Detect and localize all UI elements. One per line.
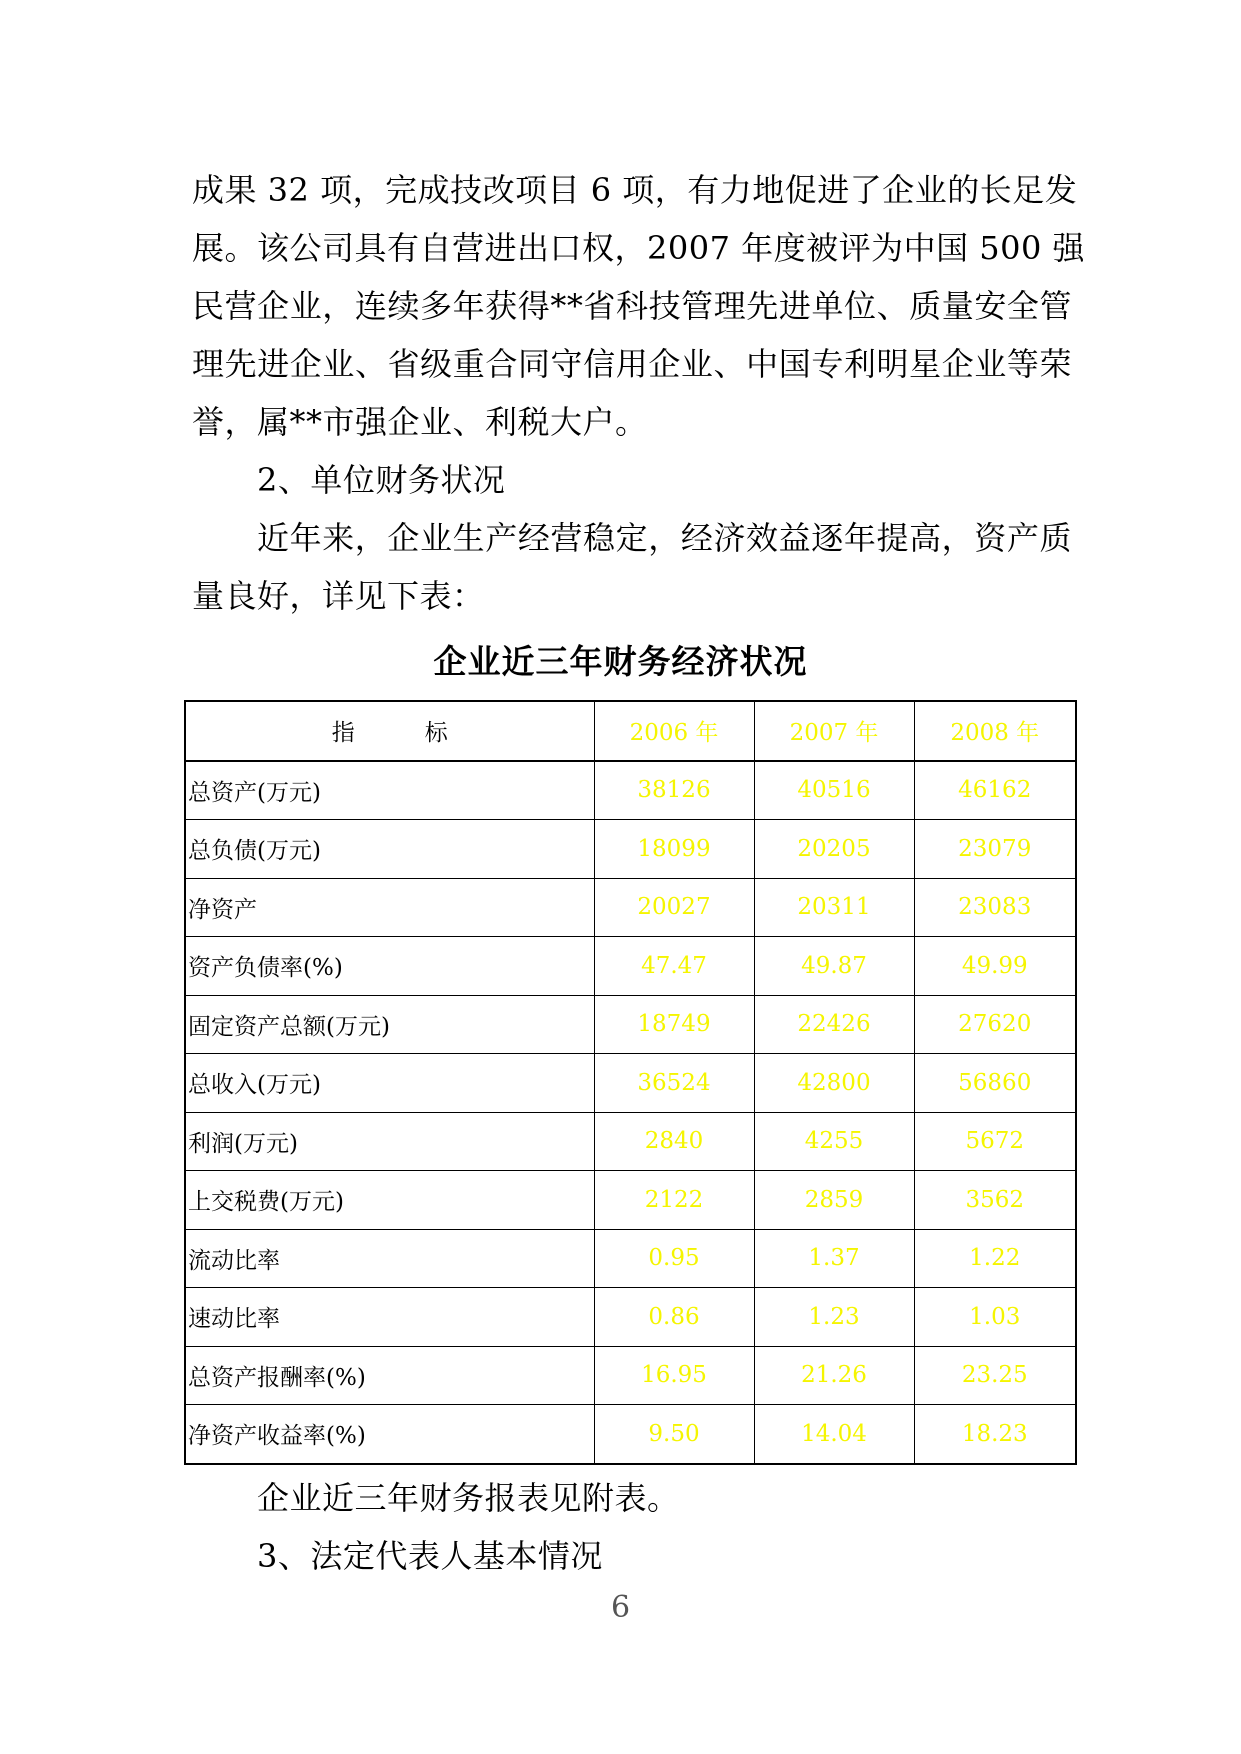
cell-value: 3562 — [914, 1171, 1076, 1230]
cell-value: 1.03 — [914, 1288, 1076, 1347]
cell-value: 2859 — [754, 1171, 914, 1230]
row-label: 流动比率 — [185, 1229, 594, 1288]
header-indicator — [185, 701, 594, 761]
page-number: 6 — [610, 1590, 631, 1625]
cell-value: 40516 — [754, 761, 914, 820]
header-year-2006: 2006 年 — [594, 701, 754, 761]
intro-line-1: 成果 32 项，完成技改项目 6 项，有力地促进了企业的长足发 — [192, 171, 1078, 209]
cell-value: 36524 — [594, 1054, 754, 1113]
section2-heading: 2、单位财务状况 — [257, 461, 506, 499]
cell-value: 0.86 — [594, 1288, 754, 1347]
cell-value: 21.26 — [754, 1346, 914, 1405]
table-row — [185, 1054, 1076, 1113]
header-indicator-left: 指 — [331, 720, 355, 747]
cell-value: 49.87 — [754, 937, 914, 996]
row-label: 利润(万元) — [185, 1112, 594, 1171]
cell-value: 5672 — [914, 1112, 1076, 1171]
cell-value: 1.23 — [754, 1288, 914, 1347]
cell-value: 46162 — [914, 761, 1076, 820]
cell-value: 22426 — [754, 995, 914, 1054]
intro-line-5: 誉，属**市强企业、利税大户。 — [192, 403, 648, 441]
cell-value: 38126 — [594, 761, 754, 820]
row-label: 总资产报酬率(%) — [185, 1346, 594, 1405]
cell-value: 23.25 — [914, 1346, 1076, 1405]
cell-value: 9.50 — [594, 1405, 754, 1464]
cell-value: 27620 — [914, 995, 1076, 1054]
cell-value: 23079 — [914, 820, 1076, 879]
row-label: 上交税费(万元) — [185, 1171, 594, 1230]
section3-heading: 3、法定代表人基本情况 — [257, 1537, 603, 1575]
table-row — [185, 937, 1076, 996]
table-row — [185, 1112, 1076, 1171]
cell-value: 18099 — [594, 820, 754, 879]
section2-text-line-2: 量良好，详见下表： — [192, 577, 485, 615]
row-label: 速动比率 — [185, 1288, 594, 1347]
table-row — [185, 1229, 1076, 1288]
intro-line-2: 展。该公司具有自营进出口权，2007 年度被评为中国 500 强 — [192, 229, 1086, 267]
cell-value: 4255 — [754, 1112, 914, 1171]
table-row — [185, 1346, 1076, 1405]
row-label: 资产负债率(%) — [185, 937, 594, 996]
cell-value: 56860 — [914, 1054, 1076, 1113]
intro-line-4: 理先进企业、省级重合同守信用企业、中国专利明星企业等荣 — [192, 345, 1072, 383]
cell-value: 20027 — [594, 878, 754, 937]
cell-value: 2122 — [594, 1171, 754, 1230]
financial-table — [184, 700, 1077, 1465]
table-header-row — [185, 701, 1076, 761]
cell-value: 1.37 — [754, 1229, 914, 1288]
table-title: 企业近三年财务经济状况 — [433, 642, 808, 681]
intro-line-3: 民营企业，连续多年获得**省科技管理先进单位、质量安全管 — [192, 287, 1072, 325]
table-row — [185, 1171, 1076, 1230]
cell-value: 14.04 — [754, 1405, 914, 1464]
row-label: 总负债(万元) — [185, 820, 594, 879]
cell-value: 0.95 — [594, 1229, 754, 1288]
cell-value: 49.99 — [914, 937, 1076, 996]
row-label: 总收入(万元) — [185, 1054, 594, 1113]
header-year-2007: 2007 年 — [754, 701, 914, 761]
row-label: 总资产(万元) — [185, 761, 594, 820]
cell-value: 1.22 — [914, 1229, 1076, 1288]
cell-value: 42800 — [754, 1054, 914, 1113]
cell-value: 16.95 — [594, 1346, 754, 1405]
cell-value: 2840 — [594, 1112, 754, 1171]
row-label: 净资产收益率(%) — [185, 1405, 594, 1464]
cell-value: 20205 — [754, 820, 914, 879]
cell-value: 47.47 — [594, 937, 754, 996]
after-table-text: 企业近三年财务报表见附表。 — [257, 1479, 680, 1517]
cell-value: 23083 — [914, 878, 1076, 937]
table-row — [185, 878, 1076, 937]
table-row — [185, 995, 1076, 1054]
header-indicator-right: 标 — [424, 720, 448, 747]
section2-text-line-1: 近年来，企业生产经营稳定，经济效益逐年提高，资产质 — [257, 519, 1072, 557]
header-year-2008: 2008 年 — [914, 701, 1076, 761]
row-label: 净资产 — [185, 878, 594, 937]
table-row — [185, 761, 1076, 820]
table-row — [185, 820, 1076, 879]
row-label: 固定资产总额(万元) — [185, 995, 594, 1054]
cell-value: 18.23 — [914, 1405, 1076, 1464]
table-row — [185, 1405, 1076, 1464]
cell-value: 20311 — [754, 878, 914, 937]
cell-value: 18749 — [594, 995, 754, 1054]
table-row — [185, 1288, 1076, 1347]
